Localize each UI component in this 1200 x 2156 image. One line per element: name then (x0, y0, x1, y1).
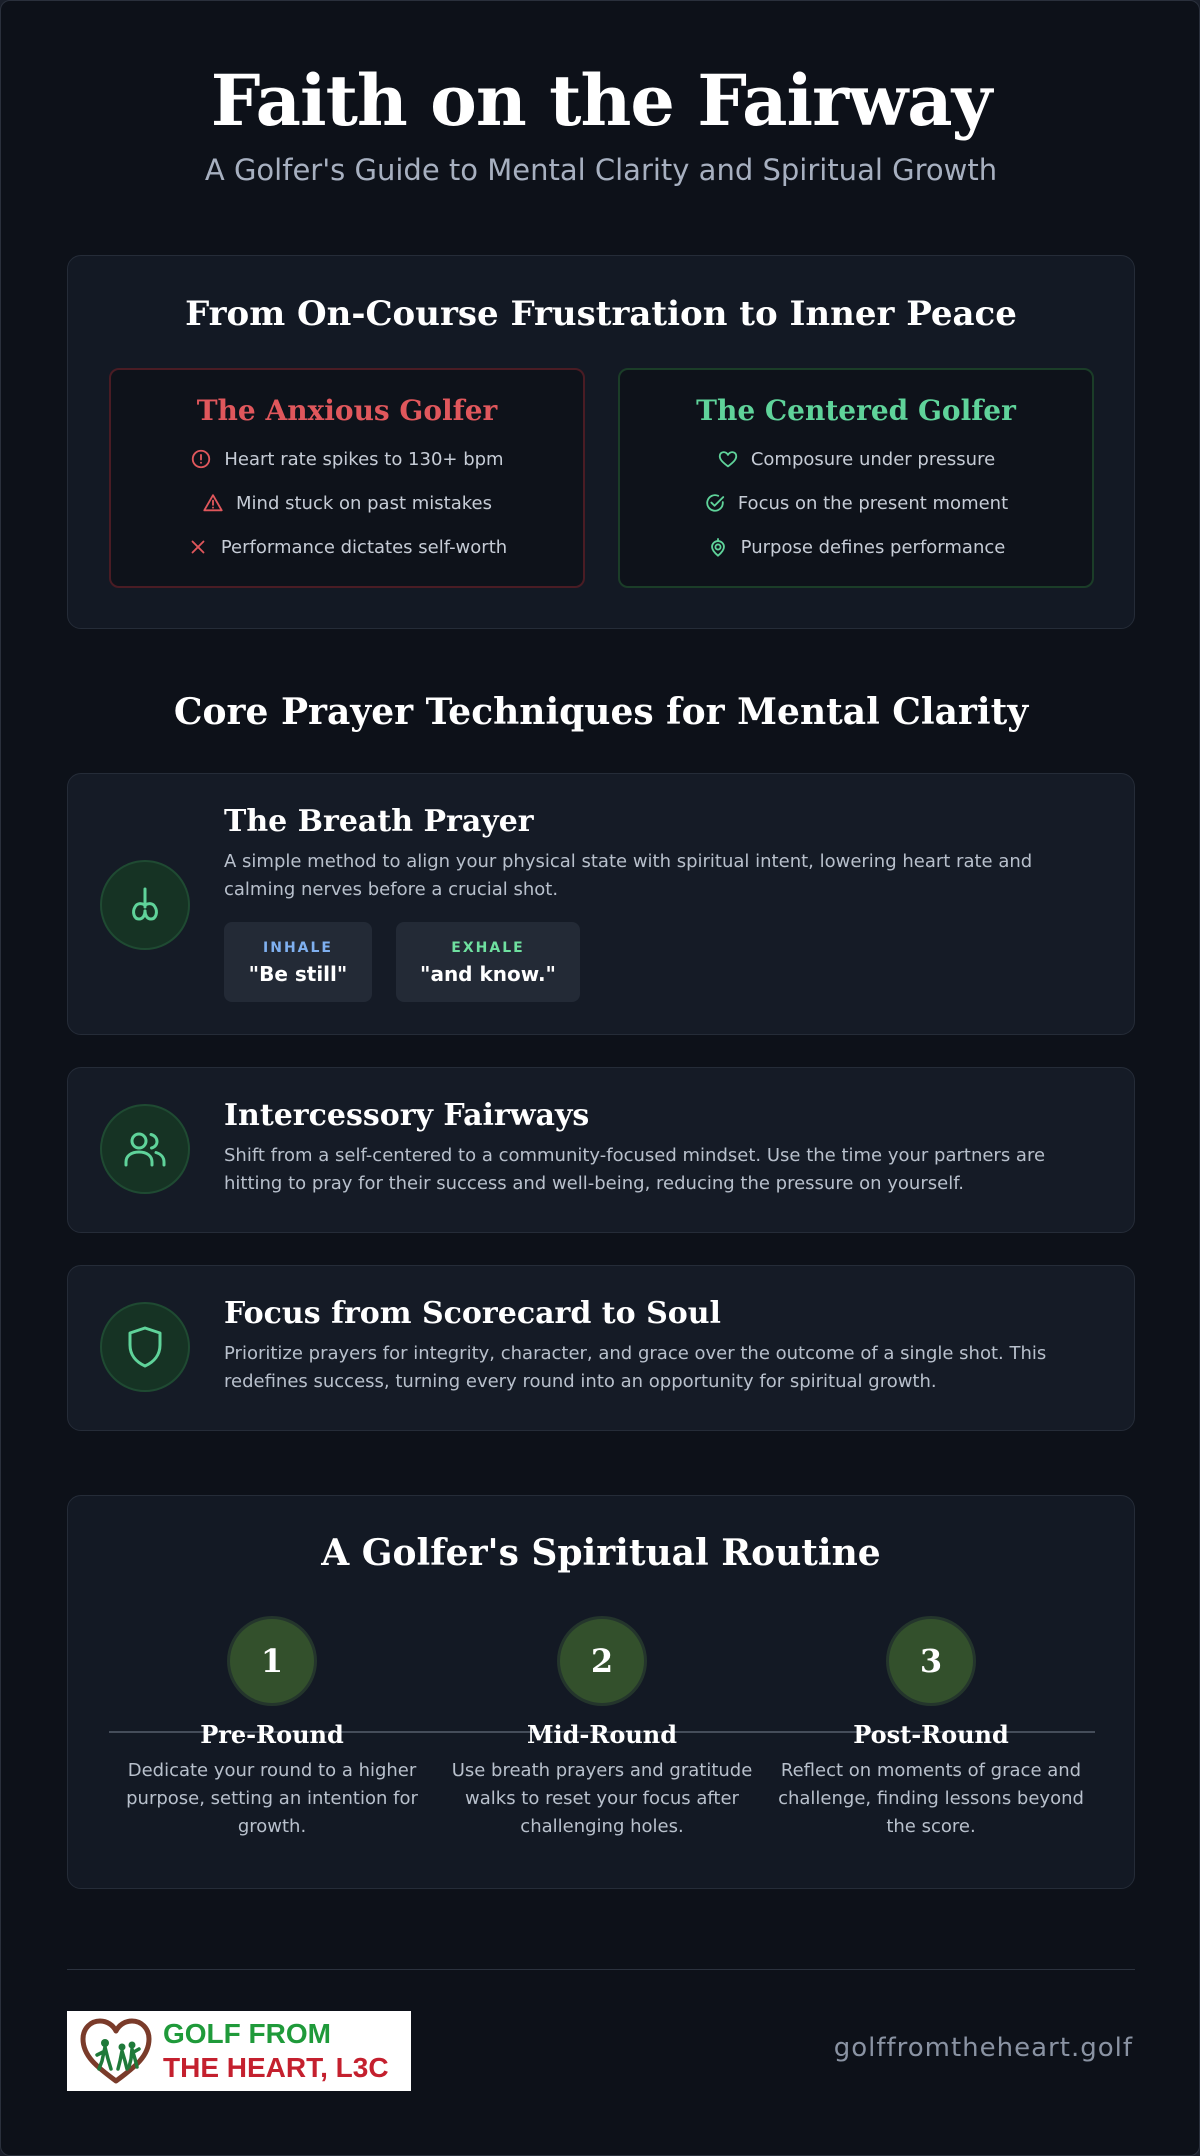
centered-golfer-heading: The Centered Golfer (696, 394, 1016, 427)
list-item (111, 525, 583, 569)
list-item-text: Mind stuck on past mistakes (236, 492, 492, 514)
focus-icon-badge (100, 1302, 190, 1392)
list-item-text: Focus on the present moment (737, 492, 1009, 514)
intercessory-text: Shift from a self-centered to a community-focused mindset. Use the time your partners are hitting to pray for their success and well-being, reducing the pressure on yourself. (224, 1145, 1046, 1194)
routine-step-post-round (771, 1616, 1091, 1841)
anxious-golfer-card (109, 368, 585, 588)
x-icon (187, 536, 209, 558)
step-number-badge: 2 (557, 1616, 647, 1706)
contrast-title: From On-Course Frustration to Inner Peace (185, 294, 1017, 334)
heart-golfers-logo-icon (75, 2015, 157, 2087)
routine-title: A Golfer's Spiritual Routine (321, 1532, 881, 1574)
step-text: Dedicate your round to a higher purpose, setting an intention for growth. (126, 1760, 418, 1837)
footer-website-link[interactable]: golffromtheheart.golf (833, 2033, 1133, 2063)
list-item-text: Composure under pressure (750, 448, 996, 470)
list-item (620, 437, 1092, 481)
shield-icon (121, 1323, 169, 1371)
breath-prayer-card (67, 773, 1135, 1035)
step-heading: Mid-Round (526, 1720, 678, 1749)
inhale-label: INHALE (263, 940, 333, 956)
contrast-panel (67, 255, 1135, 629)
routine-step-mid-round (442, 1616, 762, 1841)
scorecard-to-soul-card (67, 1265, 1135, 1431)
warning-triangle-icon (202, 492, 224, 514)
exhale-text: "and know." (420, 962, 556, 986)
exhale-label: EXHALE (451, 940, 525, 956)
list-item (111, 481, 583, 525)
list-item-text: Heart rate spikes to 130+ bpm (224, 448, 504, 470)
breath-prayer-text: A simple method to align your physical state with spiritual intent, lowering heart rate and calming nerves before a crucial shot. (224, 851, 1033, 900)
inhale-chip (224, 922, 372, 1002)
list-item-text: Purpose defines performance (740, 536, 1006, 558)
step-number-badge: 3 (886, 1616, 976, 1706)
list-item (111, 437, 583, 481)
anxious-golfer-list (111, 437, 583, 569)
users-icon (121, 1125, 169, 1173)
intercessory-fairways-card (67, 1067, 1135, 1233)
list-item-text: Performance dictates self-worth (220, 536, 508, 558)
step-text: Use breath prayers and gratitude walks to reset your focus after challenging holes. (451, 1760, 753, 1837)
logo-line-1: GOLF FROM (163, 2018, 331, 2049)
step-text: Reflect on moments of grace and challenge, finding lessons beyond the score. (778, 1760, 1084, 1837)
target-icon (707, 536, 729, 558)
step-heading: Pre-Round (200, 1720, 344, 1749)
breath-prayer-heading: The Breath Prayer (224, 804, 534, 839)
lungs-icon (121, 881, 169, 929)
step-number-badge: 1 (227, 1616, 317, 1706)
intercessory-icon-badge (100, 1104, 190, 1194)
logo-line-2: THE HEART, L3C (163, 2052, 389, 2083)
focus-text: Prioritize prayers for integrity, character, and grace over the outcome of a single shot. This redefines success, turning every round into an opportunity for spiritual growth. (224, 1343, 1047, 1392)
footer-divider (67, 1969, 1135, 1970)
intercessory-heading: Intercessory Fairways (224, 1098, 590, 1133)
focus-heading: Focus from Scorecard to Soul (224, 1296, 721, 1331)
list-item (620, 481, 1092, 525)
list-item (620, 525, 1092, 569)
routine-panel (67, 1495, 1135, 1889)
step-heading: Post-Round (853, 1720, 1009, 1749)
golf-from-the-heart-logo[interactable] (67, 2011, 411, 2091)
logo-text (163, 2017, 389, 2085)
heart-icon (717, 448, 739, 470)
exhale-chip (396, 922, 580, 1002)
centered-golfer-card (618, 368, 1094, 588)
centered-golfer-list (620, 437, 1092, 569)
routine-step-pre-round (112, 1616, 432, 1841)
page-title: Faith on the Fairway (210, 59, 992, 142)
anxious-golfer-heading: The Anxious Golfer (196, 394, 498, 427)
check-circle-icon (704, 492, 726, 514)
techniques-title: Core Prayer Techniques for Mental Clarity (173, 691, 1029, 733)
page-subtitle: A Golfer's Guide to Mental Clarity and Spiritual Growth (204, 153, 998, 187)
alert-circle-icon (190, 448, 212, 470)
breath-icon-badge (100, 860, 190, 950)
inhale-text: "Be still" (248, 962, 348, 986)
